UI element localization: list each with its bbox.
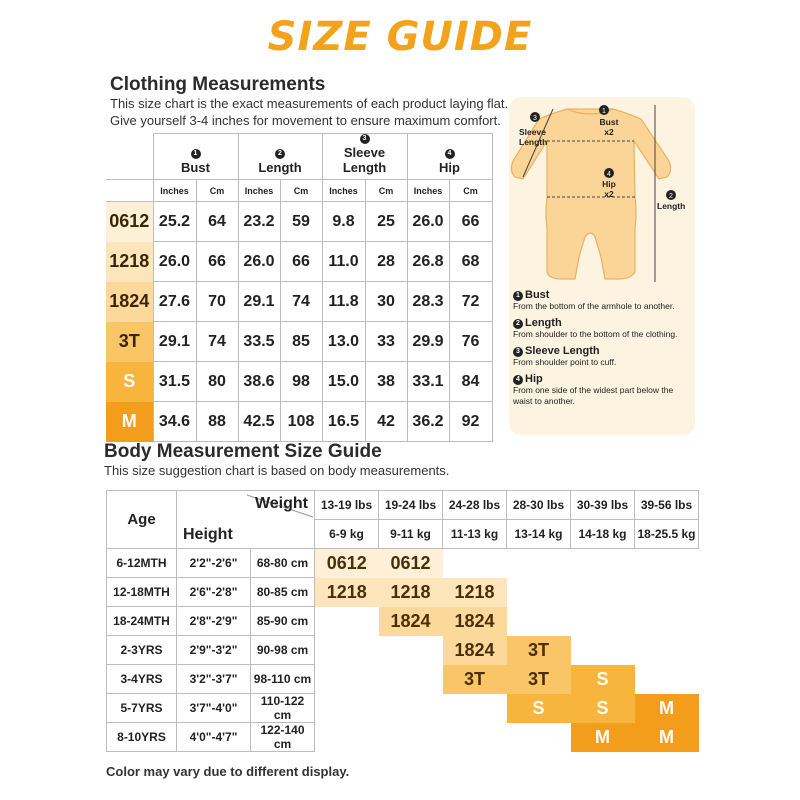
size-suggestion-cell <box>507 723 571 752</box>
clothing-heading: Clothing Measurements <box>110 74 326 95</box>
figure-label-length: Length <box>657 201 686 211</box>
age-cell: 18-24MTH <box>107 607 177 636</box>
weight-height-header <box>177 491 315 549</box>
measure-value: 64 <box>196 202 238 242</box>
measure-name: Sleeve Length <box>342 145 387 175</box>
measure-value: 66 <box>196 242 238 282</box>
size-suggestion-cell <box>571 607 635 636</box>
size-suggestion-cell: 0612 <box>315 549 379 578</box>
corner-cell <box>106 134 153 180</box>
size-suggestion-cell <box>379 723 443 752</box>
measure-value: 15.0 <box>322 362 365 402</box>
height-inch-cell: 2'9"-3'2" <box>177 636 251 665</box>
weight-lbs-header: 19-24 lbs <box>379 491 443 520</box>
size-suggestion-cell: 0612 <box>379 549 443 578</box>
size-suggestion-cell: 3T <box>507 636 571 665</box>
body-heading: Body Measurement Size Guide <box>104 441 382 462</box>
measure-value: 11.8 <box>322 282 365 322</box>
measure-header-0 <box>153 134 238 180</box>
height-cm-cell: 80-85 cm <box>251 578 315 607</box>
measure-value: 38.6 <box>238 362 280 402</box>
size-suggestion-cell <box>507 549 571 578</box>
measure-value: 42.5 <box>238 402 280 442</box>
height-inch-cell: 4'0"-4'7" <box>177 723 251 752</box>
legend-item-hip: 4 Hip From one side of the widest part below the waist to another. <box>513 373 674 406</box>
legend-item-sleeve-length: 3 Sleeve Length From shoulder point to cuff. <box>513 345 617 367</box>
measure-value: 36.2 <box>407 402 449 442</box>
age-cell: 5-7YRS <box>107 694 177 723</box>
measure-value: 72 <box>449 282 492 322</box>
size-suggestion-cell: 1218 <box>443 578 507 607</box>
weight-lbs-header: 13-19 lbs <box>315 491 379 520</box>
size-label: 0612 <box>106 202 153 242</box>
size-suggestion-cell: S <box>571 694 635 723</box>
measure-value: 13.0 <box>322 322 365 362</box>
table-row <box>106 402 492 442</box>
weight-lbs-header: 28-30 lbs <box>507 491 571 520</box>
measure-value: 98 <box>280 362 322 402</box>
size-suggestion-cell <box>571 549 635 578</box>
size-suggestion-cell: S <box>507 694 571 723</box>
svg-text:3: 3 <box>533 115 537 122</box>
size-suggestion-cell: S <box>571 665 635 694</box>
figure-legend <box>513 289 693 407</box>
size-suggestion-cell: 1218 <box>315 578 379 607</box>
height-cm-cell: 85-90 cm <box>251 607 315 636</box>
size-label: 3T <box>106 322 153 362</box>
measure-value: 68 <box>449 242 492 282</box>
page-title: SIZE GUIDE <box>267 14 533 60</box>
size-suggestion-cell <box>507 578 571 607</box>
measure-value: 28.3 <box>407 282 449 322</box>
size-suggestion-cell <box>635 607 699 636</box>
size-suggestion-cell: 3T <box>443 665 507 694</box>
measure-value: 25 <box>365 202 407 242</box>
size-suggestion-cell <box>443 694 507 723</box>
unit-label: Inches <box>153 180 196 202</box>
svg-text:1: 1 <box>602 108 606 115</box>
figure-label-bust: Bust x2 <box>599 117 619 137</box>
size-suggestion-cell <box>635 636 699 665</box>
unit-label: Cm <box>196 180 238 202</box>
measure-name: Bust <box>181 160 210 175</box>
measure-header-1 <box>238 134 322 180</box>
table-row <box>107 636 699 665</box>
height-inch-cell: 3'7"-4'0" <box>177 694 251 723</box>
legend-item-bust: 1 Bust From the bottom of the armhole to another. <box>513 289 675 311</box>
measure-value: 42 <box>365 402 407 442</box>
height-cm-cell: 98-110 cm <box>251 665 315 694</box>
clothing-subtitle-2: Give yourself 3-4 inches for movement to ensure maximum comfort. <box>110 113 501 128</box>
body-size-table <box>106 490 699 752</box>
footer-note: Color may vary due to different display. <box>106 764 350 779</box>
size-suggestion-cell <box>443 549 507 578</box>
measure-name: Hip <box>439 160 460 175</box>
measure-value: 76 <box>449 322 492 362</box>
size-suggestion-cell <box>315 723 379 752</box>
measure-value: 33.5 <box>238 322 280 362</box>
measure-value: 31.5 <box>153 362 196 402</box>
measure-value: 85 <box>280 322 322 362</box>
height-cm-cell: 68-80 cm <box>251 549 315 578</box>
measure-number-badge: 4 <box>445 149 455 159</box>
table-row <box>107 549 699 578</box>
weight-kg-header: 6-9 kg <box>315 520 379 549</box>
size-suggestion-cell: 1824 <box>443 607 507 636</box>
svg-text:2: 2 <box>669 193 673 200</box>
weight-kg-header: 13-14 kg <box>507 520 571 549</box>
measure-value: 27.6 <box>153 282 196 322</box>
unit-label: Cm <box>449 180 492 202</box>
weight-lbs-header: 39-56 lbs <box>635 491 699 520</box>
table-row <box>107 694 699 723</box>
height-inch-cell: 3'2"-3'7" <box>177 665 251 694</box>
table-row <box>106 282 492 322</box>
table-row <box>107 607 699 636</box>
size-suggestion-cell: M <box>635 694 699 723</box>
measure-value: 33.1 <box>407 362 449 402</box>
corner-cell <box>106 180 153 202</box>
weight-kg-header: 11-13 kg <box>443 520 507 549</box>
size-suggestion-cell <box>571 636 635 665</box>
size-suggestion-cell: 1824 <box>379 607 443 636</box>
age-header: Age <box>107 491 177 549</box>
size-suggestion-cell: 1824 <box>443 636 507 665</box>
size-suggestion-cell <box>315 694 379 723</box>
measure-value: 29.1 <box>238 282 280 322</box>
measure-value: 26.0 <box>407 202 449 242</box>
table-row <box>106 242 492 282</box>
weight-kg-header: 14-18 kg <box>571 520 635 549</box>
height-header: Height <box>183 526 233 543</box>
height-cm-cell: 90-98 cm <box>251 636 315 665</box>
size-suggestion-cell <box>635 578 699 607</box>
height-inch-cell: 2'2"-2'6" <box>177 549 251 578</box>
measure-value: 26.0 <box>238 242 280 282</box>
measure-value: 66 <box>280 242 322 282</box>
figure-label-hip: Hip x2 <box>602 179 616 199</box>
table-row <box>107 665 699 694</box>
measurement-figure-panel <box>509 97 695 435</box>
unit-label: Cm <box>365 180 407 202</box>
measure-value: 28 <box>365 242 407 282</box>
unit-label: Inches <box>238 180 280 202</box>
age-cell: 3-4YRS <box>107 665 177 694</box>
age-cell: 12-18MTH <box>107 578 177 607</box>
size-suggestion-cell <box>379 636 443 665</box>
size-label: 1824 <box>106 282 153 322</box>
measure-value: 25.2 <box>153 202 196 242</box>
measure-value: 11.0 <box>322 242 365 282</box>
unit-label: Cm <box>280 180 322 202</box>
measure-number-badge: 2 <box>275 149 285 159</box>
measure-value: 16.5 <box>322 402 365 442</box>
unit-label: Inches <box>407 180 449 202</box>
measure-value: 34.6 <box>153 402 196 442</box>
unit-label: Inches <box>322 180 365 202</box>
size-suggestion-cell <box>379 665 443 694</box>
measure-value: 30 <box>365 282 407 322</box>
size-suggestion-cell <box>507 607 571 636</box>
weight-kg-header: 9-11 kg <box>379 520 443 549</box>
height-cm-cell: 122-140 cm <box>251 723 315 752</box>
measure-value: 33 <box>365 322 407 362</box>
height-cm-cell: 110-122 cm <box>251 694 315 723</box>
size-suggestion-cell: 3T <box>507 665 571 694</box>
size-suggestion-cell <box>443 723 507 752</box>
weight-kg-header: 18-25.5 kg <box>635 520 699 549</box>
size-suggestion-cell: M <box>635 723 699 752</box>
measure-value: 92 <box>449 402 492 442</box>
clothing-subtitle-1: This size chart is the exact measurements of each product laying flat. <box>110 96 509 111</box>
table-row <box>106 362 492 402</box>
measure-value: 74 <box>280 282 322 322</box>
size-label: S <box>106 362 153 402</box>
figure-label-sleeve: Sleeve Length <box>519 127 548 147</box>
height-inch-cell: 2'6"-2'8" <box>177 578 251 607</box>
size-suggestion-cell <box>379 694 443 723</box>
measure-value: 26.8 <box>407 242 449 282</box>
age-cell: 6-12MTH <box>107 549 177 578</box>
measure-value: 80 <box>196 362 238 402</box>
measure-value: 26.0 <box>153 242 196 282</box>
size-suggestion-cell <box>315 636 379 665</box>
size-suggestion-cell <box>571 578 635 607</box>
measure-value: 29.1 <box>153 322 196 362</box>
measure-number-badge: 1 <box>191 149 201 159</box>
size-suggestion-cell: 1218 <box>379 578 443 607</box>
measure-value: 74 <box>196 322 238 362</box>
measure-value: 70 <box>196 282 238 322</box>
size-suggestion-cell <box>635 665 699 694</box>
measure-value: 108 <box>280 402 322 442</box>
clothing-table <box>106 133 493 442</box>
measure-header-2 <box>322 134 407 180</box>
measure-value: 59 <box>280 202 322 242</box>
measure-header-3 <box>407 134 492 180</box>
age-cell: 8-10YRS <box>107 723 177 752</box>
height-inch-cell: 2'8"-2'9" <box>177 607 251 636</box>
size-suggestion-cell <box>635 549 699 578</box>
table-row <box>107 578 699 607</box>
measure-name: Length <box>258 160 302 175</box>
weight-lbs-header: 30-39 lbs <box>571 491 635 520</box>
table-row <box>106 202 492 242</box>
measure-value: 66 <box>449 202 492 242</box>
measure-value: 38 <box>365 362 407 402</box>
age-cell: 2-3YRS <box>107 636 177 665</box>
size-label: M <box>106 402 153 442</box>
weight-lbs-header: 24-28 lbs <box>443 491 507 520</box>
table-row <box>107 723 699 752</box>
size-suggestion-cell <box>315 665 379 694</box>
svg-text:4: 4 <box>607 171 611 178</box>
table-row <box>106 322 492 362</box>
weight-header: Weight <box>254 495 308 512</box>
measure-value: 29.9 <box>407 322 449 362</box>
measure-value: 23.2 <box>238 202 280 242</box>
measure-value: 84 <box>449 362 492 402</box>
measure-number-badge: 3 <box>360 134 370 144</box>
legend-item-length: 2 Length From shoulder to the bottom of the clothing. <box>513 317 678 339</box>
measure-value: 9.8 <box>322 202 365 242</box>
size-label: 1218 <box>106 242 153 282</box>
size-suggestion-cell <box>315 607 379 636</box>
size-suggestion-cell: M <box>571 723 635 752</box>
body-subtitle: This size suggestion chart is based on body measurements. <box>104 463 450 478</box>
measure-value: 88 <box>196 402 238 442</box>
